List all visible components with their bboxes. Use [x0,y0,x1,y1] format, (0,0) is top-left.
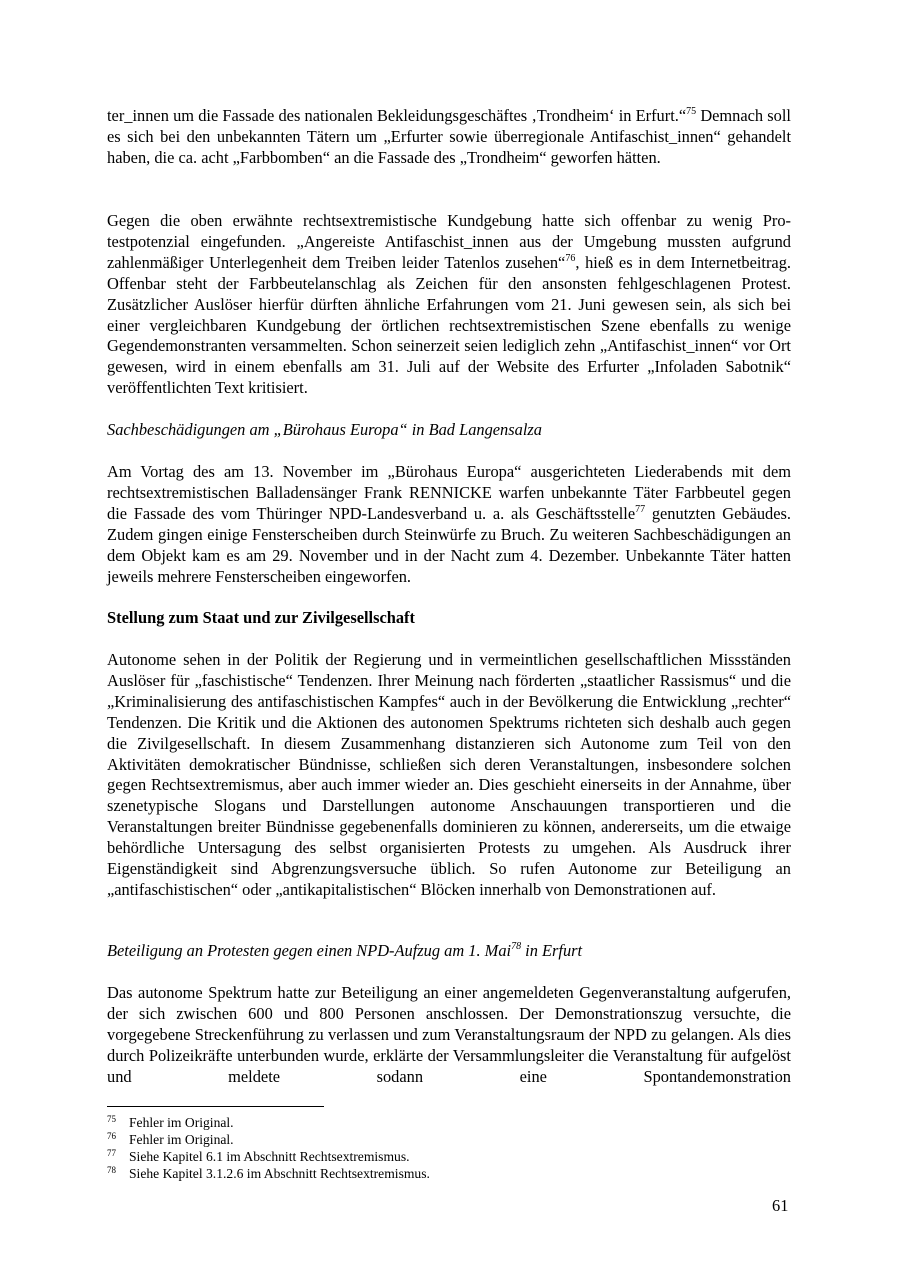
paragraph-protest: Gegen die oben erwähnte rechtsextremistische Kundgebung hatte sich offenbar zu wenig Protestpotenzial eingefunden. „Angereiste Antifaschist_innen aus der Umgebung mussten aufgrund zahlenmäßiger Unterlegenheit dem Treiben leider Tatenlos zusehen“$^{76}$, hieß es in dem Internetbeitrag. Offenbar steht der Farbbeutelanschlag als Zeichen für den ansonsten fehlgeschlagenen Protest. Zusätzlicher Auslöser hierfür dürften ähnliche Erfahrungen vom 21. Juni gewesen sein, als sich bei einer vergleichbaren Kundgebung der örtlichen rechtsextremistischen Szene ebenfalls zu wenige Gegendemonstranten versammelten. Schon seinerzeit seien lediglich zehn „Antifaschist_innen“ vor Ort gewesen, wird in einem ebenfalls am 31. Juli auf der Website des Erfurter „Infoladen Sabotnik“ veröffentlichten Text kritisiert. [107,211,792,398]
footnote: 75 Fehler im Original. [107,1114,234,1130]
footnote-text: Siehe Kapitel 6.1 im Abschnitt Rechtsextremismus. [129,1149,410,1164]
footnotes [107,1114,791,1182]
footnote-ref-75[interactable]: 75 [686,106,697,117]
footnote-text: Fehler im Original. [129,1115,234,1130]
footnote-text: Fehler im Original. [129,1132,234,1147]
footnote: 77 Siehe Kapitel 6.1 im Abschnitt Rechtsextremismus. [107,1148,410,1164]
paragraph-npd-aufzug: Das autonome Spektrum hatte zur Beteiligung an einer angemeldeten Gegenveranstaltung aufgerufen, der sich zwischen 600 und 800 Personen anschlossen. Der Demonstrationszug versuchte, die vorgegebene Streckenführung zu verlassen und zum Veranstaltungsraum der NPD zu gelangen. Als dies durch Polizeikräfte unterbunden wurde, erklärte der Versammlungsleiter die Veranstaltung für aufgelöst und meldete sodann eine Spontandemonstration [107,983,791,1086]
subheading-npd-aufzug: Beteiligung an Protesten gegen einen NPD-Aufzug am 1. Mai$^{78}$ in Erfurt [107,941,583,960]
footnote-ref-76[interactable]: 76 [565,252,576,264]
subheading-buerohaus-europa: Sachbeschädigungen am „Bürohaus Europa“ in Bad Langensalza [107,420,542,439]
footnote-text: Siehe Kapitel 3.1.2.6 im Abschnitt Rechtsextremismus. [129,1166,430,1181]
paragraph-buerohaus: Am Vortag des am 13. November im „Bürohaus Europa“ ausgerichteten Liederabends mit dem rechtsextremistischen Balladensänger Frank RENNICKE warfen unbekannte Täter Farbbeutel gegen die Fassade des vom Thüringer NPD-Landesverband u. a. als Geschäftsstelle$^{77}$ genutzten Gebäudes. Zudem gingen einige Fensterscheiben durch Steinwürfe zu Bruch. Zu weiteren Sachbeschädigungen an dem Objekt kam es am 29. November und in der Nacht zum 4. Dezember. Unbekannte Täter hatten jeweils mehrere Fensterscheiben eingeworfen. [107,462,791,586]
page-number: 61 [772,1196,789,1215]
footnote: 78 Siehe Kapitel 3.1.2.6 im Abschnitt Rechtsextremismus. [107,1165,430,1181]
footnote-ref-77[interactable]: 77 [635,503,646,515]
footnote-divider [107,1106,324,1107]
paragraph-autonome: Autonome sehen in der Politik der Regierung und in vermeintlichen gesellschaftlichen Missständen Auslöser für „faschistische“ Tendenzen. Ihrer Meinung nach förderten „staatlicher Rassismus“ und die „Kriminalisierung des antifaschistischen Kampfes“ auch in der Bevölkerung die Entwicklung „rechter“ Tendenzen. Die Kritik und die Aktionen des autonomen Spektrums richteten sich deshalb auch gegen die Zivilgesellschaft. In diesem Zusammenhang distanzieren sich Autonome zum Teil von den Aktivitäten demokratischer Bündnisse, schließen sich deren Veranstaltungen, insbesondere solchen gegen Rechtsextremismus, aber auch immer wieder an. Dies geschieht einerseits in der Annahme, über szenetypische Slogans und Darstellungen autonome Anschauungen transportieren und die Veranstaltungen breiter Bündnisse gegebenenfalls dominieren zu können, andererseits, um die etwaige behördliche Untersagung des selbst organisierten Protests zu umgehen. Als Ausdruck ihrer Eigenständigkeit sind Abgrenzungsversuche üblich. So rufen Autonome zur Beteiligung an „antifaschistischen“ oder „antikapitalistischen“ Blöcken innerhalb von Demonstrationen auf. [107,650,791,899]
paragraph-trondheim: ter_innen um die Fassade des nationalen Bekleidungsgeschäftes ‚Trondheim‘ in Erfurt.“$^{75}$ Demnach soll es sich bei den unbekannten Tätern um „Erfurter sowie überregionale Antifaschist_innen“ gehandelt haben, die ca. acht „Farbbomben“ an die Fassade des „Trondheim“ geworfen hätten. [107,106,791,167]
footnote-ref-78[interactable]: 78 [511,941,522,952]
section-heading-staat: Stellung zum Staat und zur Zivilgesellschaft [107,608,415,627]
footnote: 76 Fehler im Original. [107,1131,234,1147]
